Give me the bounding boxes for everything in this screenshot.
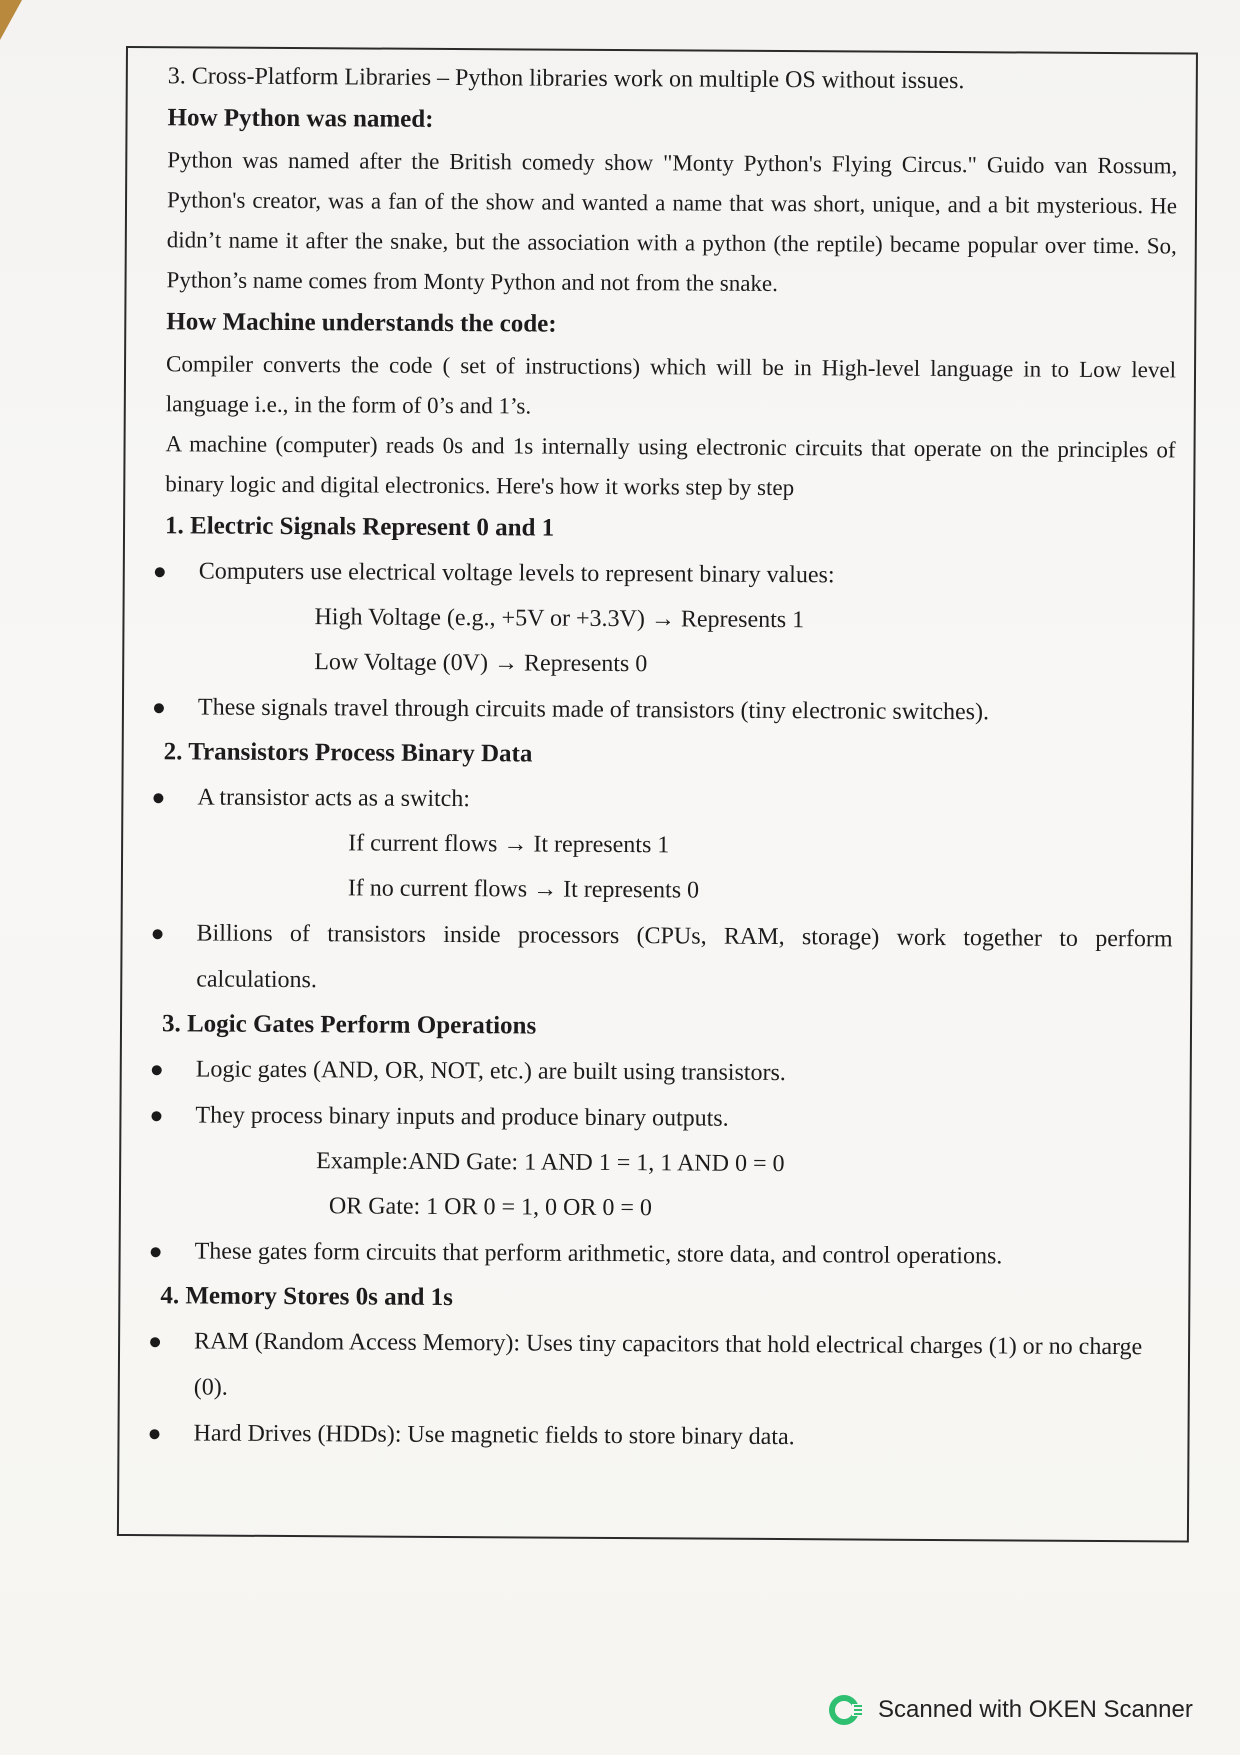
named-paragraph: Python was named after the British comedy show "Monty Python's Flying Circus." Guido van Rossum, Python's creator, was a fan of the show and wanted a name that was short, unique, and a bit mysterious. He didn’t name it after the snake, but the association with a python (the reptile) became popular over time. So, Python’s name comes from Monty Python and not from the snake. — [166, 147, 1178, 296]
named-heading: How Python was named: — [167, 104, 434, 133]
list-item-text: Logic gates (AND, OR, NOT, etc.) are built using transistors. — [195, 1056, 786, 1087]
indent-line: OR Gate: 1 OR 0 = 1, 0 OR 0 = 0 — [328, 1193, 653, 1222]
document-frame — [117, 46, 1198, 1543]
list-item-text: Hard Drives (HDDs): Use magnetic fields to store binary data. — [193, 1420, 795, 1451]
list-item — [164, 684, 1174, 736]
oken-scanner-logo-icon — [828, 1692, 864, 1728]
list-item — [162, 910, 1173, 1008]
bullet-icon — [152, 1065, 162, 1075]
bullet-icon — [151, 1247, 161, 1257]
indent-line: If current flows → It represents 1 — [348, 830, 670, 859]
list-item — [160, 1318, 1171, 1416]
list-item — [161, 1092, 1171, 1144]
list-item — [160, 1228, 1170, 1280]
compiler-paragraph: Compiler converts the code ( set of instructions) which will be in High-level language in to Low level language i.e., in the form of 0’s and 1’s. — [165, 351, 1177, 419]
bullet-icon — [155, 567, 165, 577]
section-heading: 2. Transistors Process Binary Data — [163, 738, 533, 768]
document-content — [159, 56, 1178, 1462]
list-item-text: These gates form circuits that perform arithmetic, store data, and control operations. — [194, 1238, 1003, 1270]
list-item-text: These signals travel through circuits made of transistors (tiny electronic switches). — [197, 694, 990, 726]
bullet-icon — [151, 1111, 161, 1121]
bullet-icon — [153, 929, 163, 939]
machine-heading: How Machine understands the code: — [166, 308, 557, 338]
indent-line: Example:AND Gate: 1 AND 1 = 1, 1 AND 0 = 0 — [316, 1148, 785, 1178]
list-item-text: Billions of transistors inside processors (CPUs, RAM, storage) work together to perform calculations. — [196, 920, 1173, 994]
indent-line: Low Voltage (0V) → Represents 0 — [314, 649, 648, 678]
list-item-text: Computers use electrical voltage levels to represent binary values: — [198, 558, 835, 589]
scanner-watermark — [828, 1690, 1193, 1730]
list-item — [163, 774, 1173, 826]
bullet-icon — [149, 1429, 159, 1439]
scanner-watermark-text: Scanned with OKEN Scanner — [878, 1696, 1193, 1723]
cross-platform-line: 3. Cross-Platform Libraries – Python libraries work on multiple OS without issues. — [167, 63, 965, 95]
indent-line: If no current flows → It represents 0 — [347, 875, 700, 904]
list-item-text: They process binary inputs and produce binary outputs. — [195, 1102, 729, 1132]
list-item-text: A transistor acts as a switch: — [197, 784, 471, 813]
section-heading: 1. Electric Signals Represent 0 and 1 — [164, 512, 555, 542]
list-item — [165, 548, 1175, 600]
bullet-icon — [153, 793, 163, 803]
section-heading: 3. Logic Gates Perform Operations — [161, 1010, 537, 1040]
indent-line: High Voltage (e.g., +5V or +3.3V) → Represents 1 — [314, 604, 805, 634]
corner-stain — [0, 0, 22, 40]
list-item — [162, 1046, 1172, 1098]
list-item-text: RAM (Random Access Memory): Uses tiny capacitors that hold electrical charges (1) or no charge (0). — [193, 1328, 1143, 1401]
bullet-icon — [150, 1337, 160, 1347]
list-item — [159, 1410, 1169, 1462]
bullet-icon — [154, 703, 164, 713]
section-heading: 4. Memory Stores 0s and 1s — [160, 1282, 454, 1312]
machine-paragraph: A machine (computer) reads 0s and 1s internally using electronic circuits that operate on the principles of binary logic and digital electronics. Here's how it works step by step — [165, 431, 1176, 501]
